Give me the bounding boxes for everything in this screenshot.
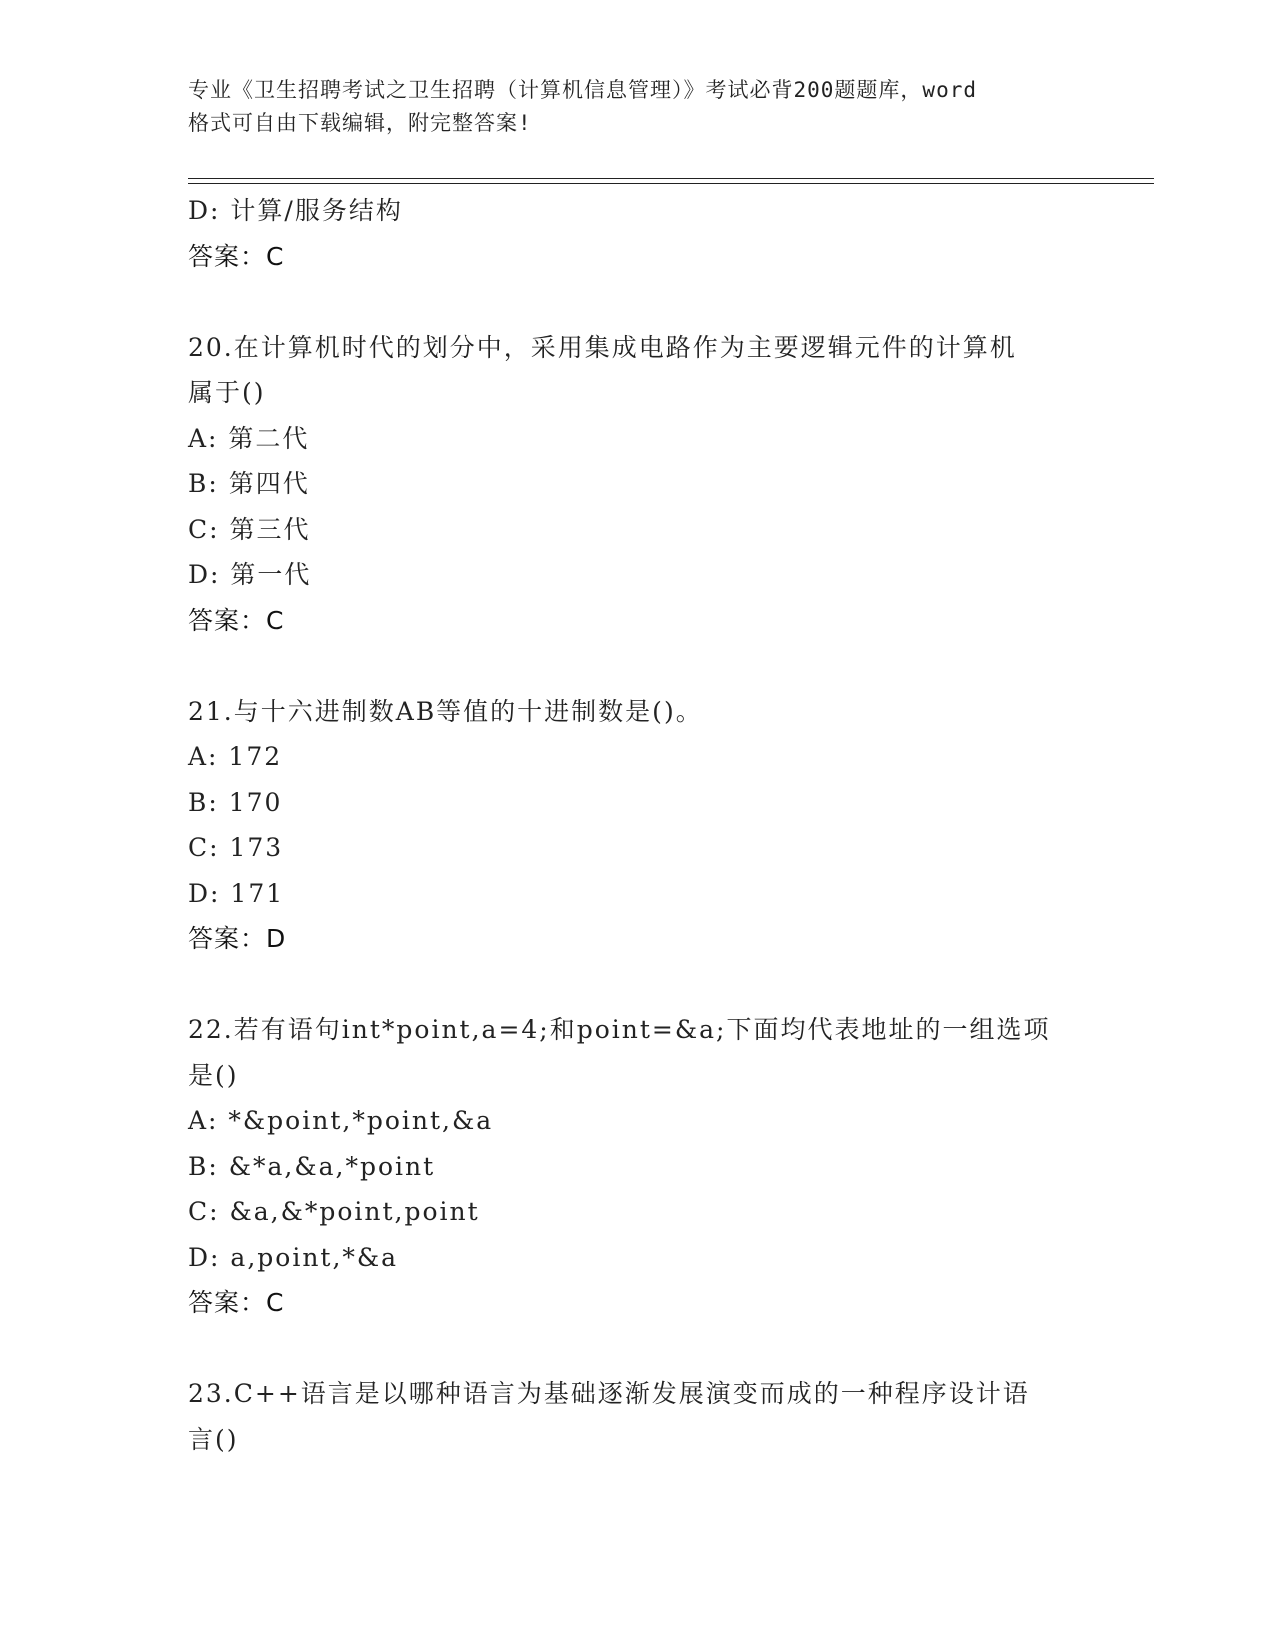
header-line-2: 格式可自由下载编辑，附完整答案! (188, 111, 532, 135)
question-text-line: 是() (188, 1060, 239, 1090)
header-rule-top (188, 178, 1154, 179)
header-line-1: 专业《卫生招聘考试之卫生招聘（计算机信息管理）》考试必背200题题库，word (188, 78, 977, 102)
answer: 答案：C (188, 605, 285, 635)
option-d: D: 第一代 (188, 560, 312, 589)
spacer (188, 643, 1088, 689)
spacer (188, 279, 1088, 325)
prev-option-d: D: 计算/服务结构 (188, 196, 403, 225)
option-c: C: &a,&*point,point (188, 1197, 480, 1226)
prev-answer: 答案：C (188, 241, 285, 271)
question-text-line: 23.C++语言是以哪种语言为基础逐渐发展演变而成的一种程序设计语 (188, 1379, 1030, 1408)
answer: 答案：D (188, 924, 287, 953)
option-a: A: *&point,*point,&a (188, 1106, 494, 1135)
option-b: B: 第四代 (188, 469, 310, 498)
question-20 (188, 325, 1088, 644)
question-23 (188, 1371, 1088, 1462)
option-c: C: 第三代 (188, 514, 311, 544)
option-a: A: 第二代 (188, 423, 310, 453)
option-d: D: a,point,*&a (188, 1242, 399, 1272)
question-text-line: 21.与十六进制数AB等值的十进制数是()。 (188, 696, 703, 726)
question-text-line: 属于() (188, 378, 266, 407)
question-text-line: 22.若有语句int*point,a=4;和point=&a;下面均代表地址的一组选项 (188, 1015, 1051, 1044)
option-a: A: 172 (188, 742, 283, 771)
option-d: D: 171 (188, 878, 285, 908)
document-header (188, 74, 1088, 140)
header-rule-bottom (188, 183, 1154, 184)
option-c: C: 173 (188, 833, 284, 862)
question-text-line: 言() (188, 1424, 239, 1454)
question-22 (188, 1007, 1088, 1326)
spacer (188, 1326, 1088, 1372)
option-b: B: 170 (188, 787, 283, 817)
question-21 (188, 689, 1088, 962)
option-b: B: &*a,&a,*point (188, 1151, 436, 1181)
question-list (188, 188, 1088, 1462)
spacer (188, 962, 1088, 1008)
question-text-line: 20.在计算机时代的划分中，采用集成电路作为主要逻辑元件的计算机 (188, 332, 1017, 362)
answer: 答案：C (188, 1288, 285, 1317)
